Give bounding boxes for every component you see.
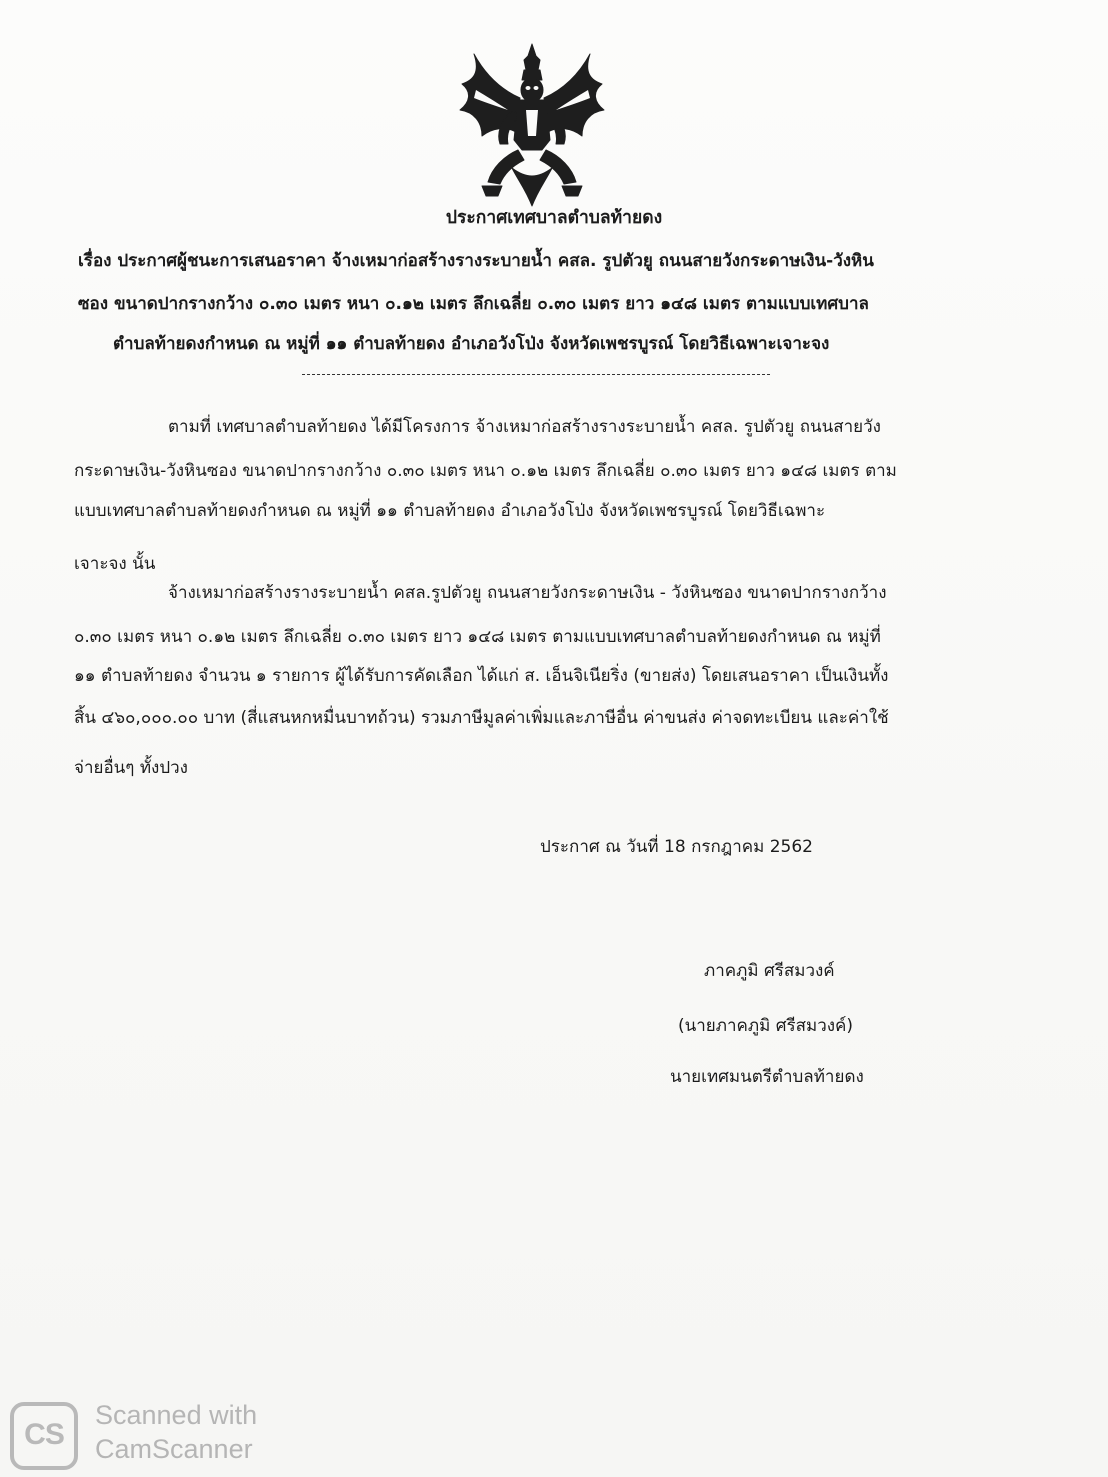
paragraph-2-line-2: ๐.๓๐ เมตร หนา ๐.๑๒ เมตร ลึกเฉลี่ย ๐.๓๐ เมตร ยาว ๑๔๘ เมตร ตามแบบเทศบาลตำบลท้ายดงกำหนด ณ หมู่ที่ <box>74 627 881 647</box>
subject-line-3: ตำบลท้ายดงกำหนด ณ หมู่ที่ ๑๑ ตำบลท้ายดง อำเภอวังโป่ง จังหวัดเพชรบูรณ์ โดยวิธีเฉพาะเจาะจง <box>113 334 830 354</box>
signatory-position: นายเทศมนตรีตำบลท้ายดง <box>670 1067 864 1087</box>
signatory-full-name: (นายภาคภูมิ ศรีสมวงค์) <box>678 1016 854 1036</box>
garuda-emblem-icon <box>452 40 612 210</box>
watermark-line-2: CamScanner <box>95 1434 253 1464</box>
announcement-date: ประกาศ ณ วันที่ 18 กรกฎาคม 2562 <box>540 837 813 857</box>
paragraph-2-line-5: จ่ายอื่นๆ ทั้งปวง <box>74 758 188 778</box>
paragraph-1-line-2: กระดาษเงิน-วังหินซอง ขนาดปากรางกว้าง ๐.๓๐ เมตร หนา ๐.๑๒ เมตร ลึกเฉลี่ย ๐.๓๐ เมตร ยาว ๑๔๘ เมตร ตาม <box>74 461 897 481</box>
camscanner-logo-icon: CS <box>10 1402 78 1470</box>
signature-name: ภาคภูมิ ศรีสมวงค์ <box>704 961 835 981</box>
subject-line-2: ซอง ขนาดปากรางกว้าง ๐.๓๐ เมตร หนา ๐.๑๒ เมตร ลึกเฉลี่ย ๐.๓๐ เมตร ยาว ๑๔๘ เมตร ตามแบบเทศบาล <box>78 294 869 314</box>
watermark-line-1: Scanned with <box>95 1400 258 1430</box>
paragraph-2-line-3: ๑๑ ตำบลท้ายดง จำนวน ๑ รายการ ผู้ได้รับการคัดเลือก ได้แก่ ส. เอ็นจิเนียริ่ง (ขายส่ง) โดยเสนอราคา เป็นเงินทั้ง <box>74 666 889 686</box>
paragraph-1-line-1: ตามที่ เทศบาลตำบลท้ายดง ได้มีโครงการ จ้างเหมาก่อสร้างรางระบายน้ำ คสล. รูปตัวยู ถนนสายวัง <box>168 417 881 437</box>
separator-line <box>302 374 770 375</box>
document-title: ประกาศเทศบาลตำบลท้ายดง <box>445 208 663 228</box>
paragraph-2-line-4: สิ้น ๔๖๐,๐๐๐.๐๐ บาท (สี่แสนหกหมื่นบาทถ้วน) รวมภาษีมูลค่าเพิ่มและภาษีอื่น ค่าขนส่ง ค่าจดทะเบียน และค่าใช้ <box>74 708 889 728</box>
paragraph-2-line-1: จ้างเหมาก่อสร้างรางระบายน้ำ คสล.รูปตัวยู ถนนสายวังกระดาษเงิน - วังหินซอง ขนาดปากรางกว้าง <box>168 583 887 603</box>
paragraph-1-line-3: แบบเทศบาลตำบลท้ายดงกำหนด ณ หมู่ที่ ๑๑ ตำบลท้ายดง อำเภอวังโป่ง จังหวัดเพชรบูรณ์ โดยวิธีเฉพาะ <box>74 501 826 521</box>
subject-line-1: เรื่อง ประกาศผู้ชนะการเสนอราคา จ้างเหมาก่อสร้างรางระบายน้ำ คสล. รูปตัวยู ถนนสายวังกระดาษเงิน-วังหิน <box>78 251 874 271</box>
paragraph-1-line-4: เจาะจง นั้น <box>74 554 156 574</box>
